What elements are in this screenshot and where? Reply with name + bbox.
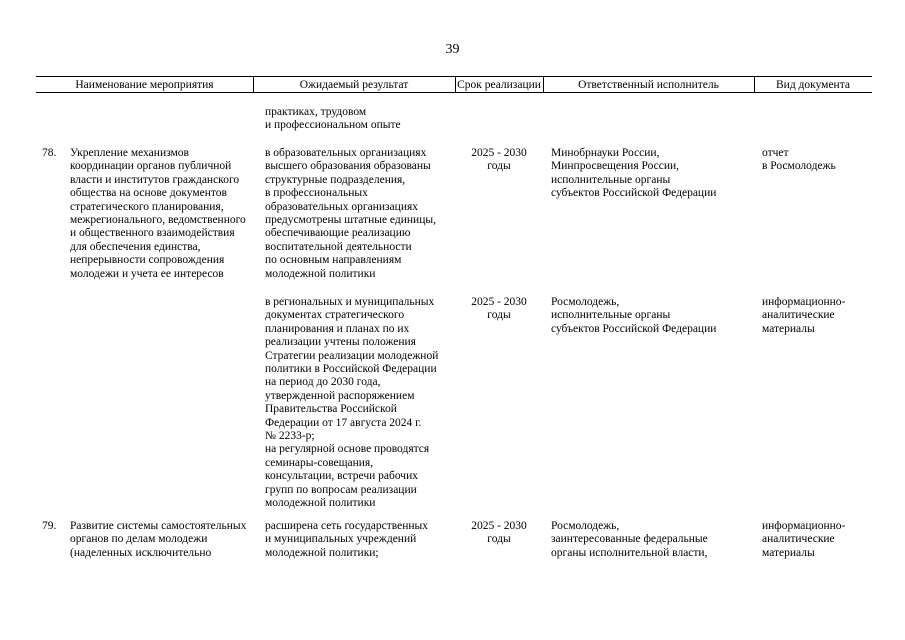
continued-result-text: практиках, трудовом и профессиональном опыте	[265, 106, 401, 132]
document-type: отчет в Росмолодежь	[762, 147, 836, 173]
column-header-result: Ожидаемый результат	[299, 79, 409, 91]
responsible-executor: Росмолодежь, исполнительные органы субъектов Российской Федерации	[551, 296, 717, 335]
column-header-executor: Ответственный исполнитель	[578, 79, 719, 91]
row-number: 78.	[42, 147, 57, 159]
implementation-term: 2025 - 2030 годы	[471, 520, 527, 546]
table-header-bottom-rule	[36, 92, 872, 93]
document-type: информационно- аналитические материалы	[762, 520, 846, 559]
expected-result: в образовательных организациях высшего образования образованы структурные подразделения, в профессиональных образовательных организациях предусмотрены штатные единицы, обеспечивающие реализацию воспитательной деятельности по основным направлениям молодежной политики	[265, 147, 436, 280]
document-type: информационно- аналитические материалы	[762, 296, 846, 335]
column-header-name: Наименование мероприятия	[75, 79, 214, 91]
implementation-term: 2025 - 2030 годы	[471, 296, 527, 322]
table-header-top-rule	[36, 76, 872, 77]
column-header-term: Срок реализации	[457, 79, 541, 91]
responsible-executor: Минобрнауки России, Минпросвещения России, исполнительные органы субъектов Российской Федерации	[551, 147, 717, 200]
responsible-executor: Росмолодежь, заинтересованные федеральные органы исполнительной власти,	[551, 520, 708, 559]
expected-result: расширена сеть государственных и муниципальных учреждений молодежной политики;	[265, 520, 428, 559]
implementation-term: 2025 - 2030 годы	[471, 147, 527, 173]
expected-result: в региональных и муниципальных документах стратегического планирования и планах по их реализации учтены положения Стратегии реализации молодежной политики в Российской Федерации на период до 2030 года, утвержденной распоряжением Правительства Российской Федерации от 17 августа 2024 г. № 2233-р; на регулярной основе проводятся семинары-совещания, консультации, встречи рабочих групп по вопросам реализации молодежной политики	[265, 296, 439, 510]
row-number: 79.	[42, 520, 57, 532]
measure-name: Развитие системы самостоятельных органов по делам молодежи (наделенных исключительно	[70, 520, 247, 559]
measure-name: Укрепление механизмов координации органов публичной власти и институтов гражданского общества на основе документов стратегического планирования, межрегионального, ведомственного и общественного взаимодействия для обеспечения единства, непрерывности сопровождения молодежи и учета ее интересов	[70, 147, 246, 280]
column-header-document: Вид документа	[776, 79, 850, 91]
page-number: 39	[445, 42, 460, 57]
